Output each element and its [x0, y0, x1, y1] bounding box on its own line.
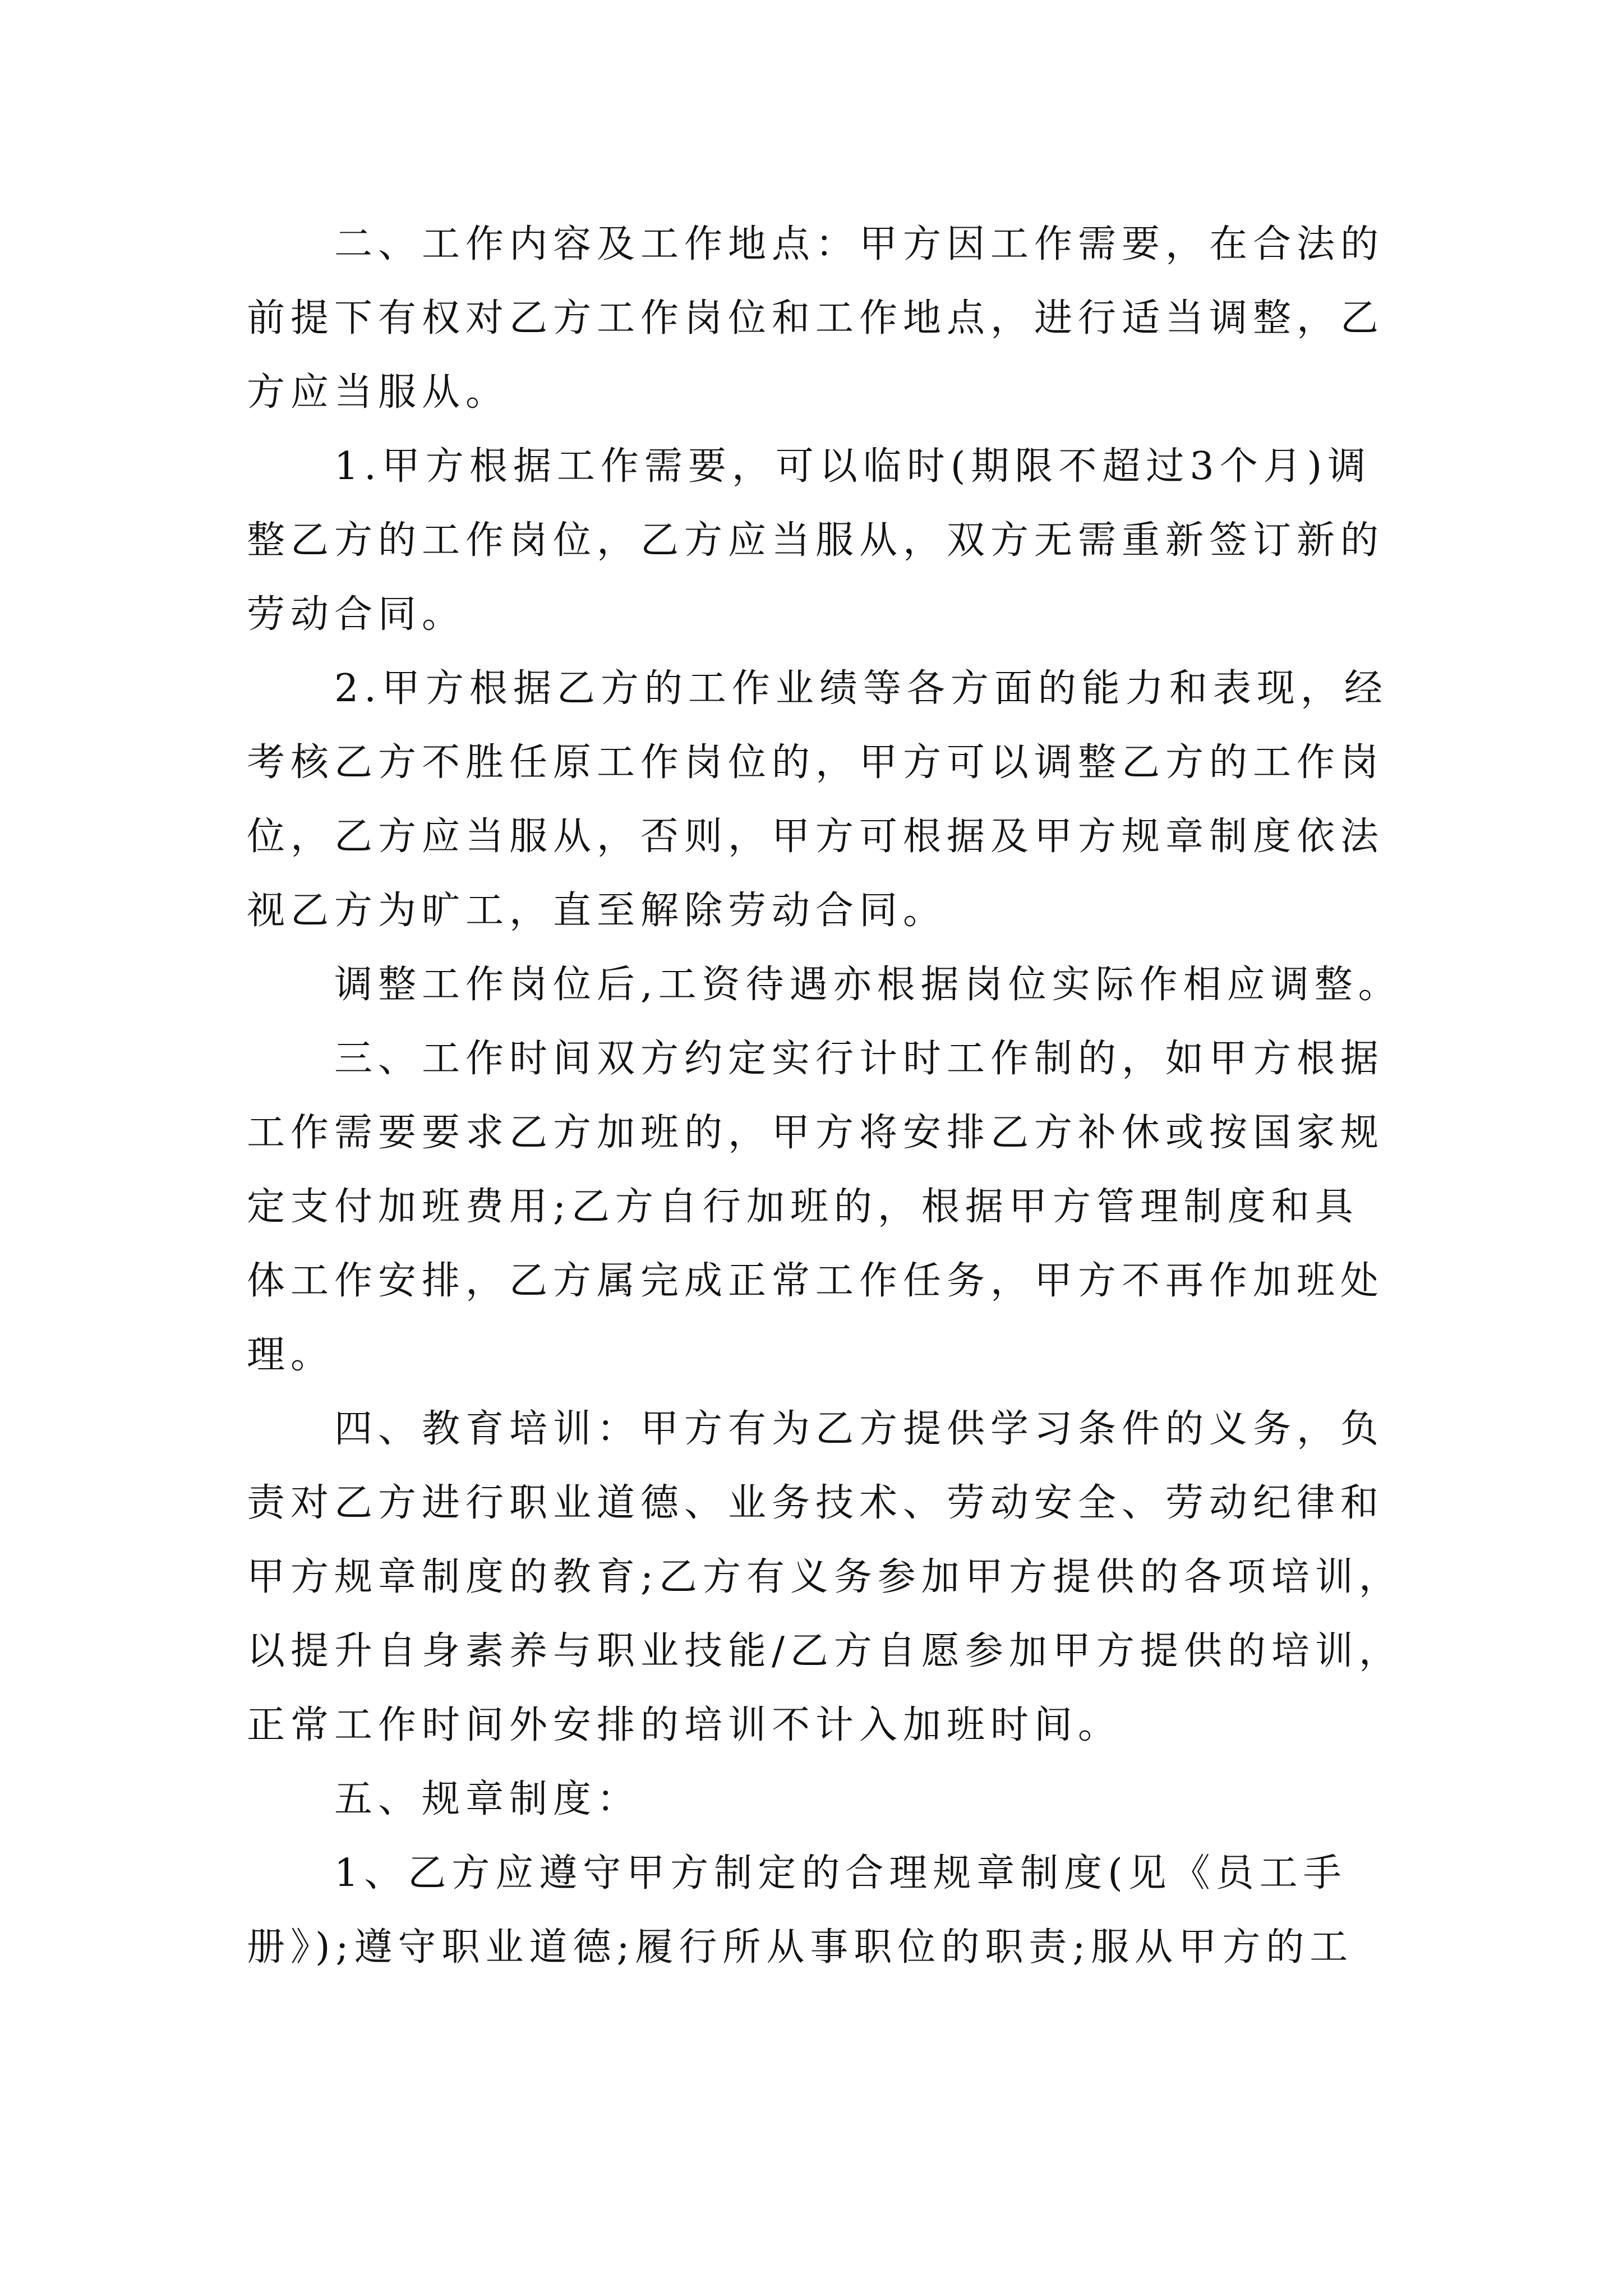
- text-line: 正常工作时间外安排的培训不计入加班时间。: [247, 1703, 1122, 1747]
- text-line: 视乙方为旷工，直至解除劳动合同。: [247, 889, 947, 933]
- text-line: 整乙方的工作岗位，乙方应当服从，双方无需重新签订新的: [247, 518, 1385, 563]
- text-line: 考核乙方不胜任原工作岗位的，甲方可以调整乙方的工作岗: [247, 740, 1385, 785]
- text-line: 册》);遵守职业道德;履行所从事职位的职责;服从甲方的工: [247, 1925, 1354, 1970]
- document-body: [247, 208, 1403, 1985]
- text-line: 责对乙方进行职业道德、业务技术、劳动安全、劳动纪律和: [247, 1481, 1385, 1525]
- text-line: 四、教育培训：甲方有为乙方提供学习条件的义务，负: [334, 1407, 1385, 1451]
- text-line: 2.甲方根据乙方的工作业绩等各方面的能力和表现，经: [334, 666, 1388, 711]
- text-line: 前提下有权对乙方工作岗位和工作地点，进行适当调整，乙: [247, 296, 1385, 341]
- paragraph-rules-item-1: [247, 1837, 1385, 1985]
- section-heading-rules: [247, 1763, 1385, 1837]
- text-line: 五、规章制度：: [334, 1777, 641, 1821]
- paragraph-education-training: [247, 1392, 1403, 1763]
- text-line: 体工作安排，乙方属完成正常工作任务，甲方不再作加班处: [247, 1259, 1385, 1303]
- text-line: 二、工作内容及工作地点：甲方因工作需要，在合法的: [334, 222, 1385, 266]
- text-line: 工作需要要求乙方加班的，甲方将安排乙方补休或按国家规: [247, 1111, 1385, 1155]
- text-line: 理。: [247, 1333, 335, 1377]
- text-line: 以提升自身素养与职业技能/乙方自愿参加甲方提供的培训，: [247, 1629, 1403, 1673]
- text-line: 位，乙方应当服从，否则，甲方可根据及甲方规章制度依法: [247, 815, 1385, 859]
- text-line: 调整工作岗位后,工资待遇亦根据岗位实际作相应调整。: [334, 963, 1402, 1007]
- text-line: 甲方规章制度的教育;乙方有义务参加甲方提供的各项培训，: [247, 1555, 1403, 1599]
- paragraph-item-1: [247, 430, 1385, 652]
- text-line: 三、工作时间双方约定实行计时工作制的，如甲方根据: [334, 1037, 1385, 1081]
- text-line: 方应当服从。: [247, 370, 510, 415]
- text-line: 定支付加班费用;乙方自行加班的，根据甲方管理制度和具: [247, 1185, 1359, 1229]
- text-line: 1、乙方应遵守甲方制定的合理规章制度(见《员工手: [334, 1851, 1347, 1895]
- text-line: 劳动合同。: [247, 592, 466, 637]
- paragraph-item-2: [247, 652, 1388, 948]
- paragraph-salary-adjustment: [247, 948, 1402, 1022]
- text-line: 1.甲方根据工作需要，可以临时(期限不超过3个月)调: [334, 444, 1372, 489]
- paragraph-work-content-location: [247, 208, 1385, 430]
- paragraph-working-hours: [247, 1022, 1385, 1392]
